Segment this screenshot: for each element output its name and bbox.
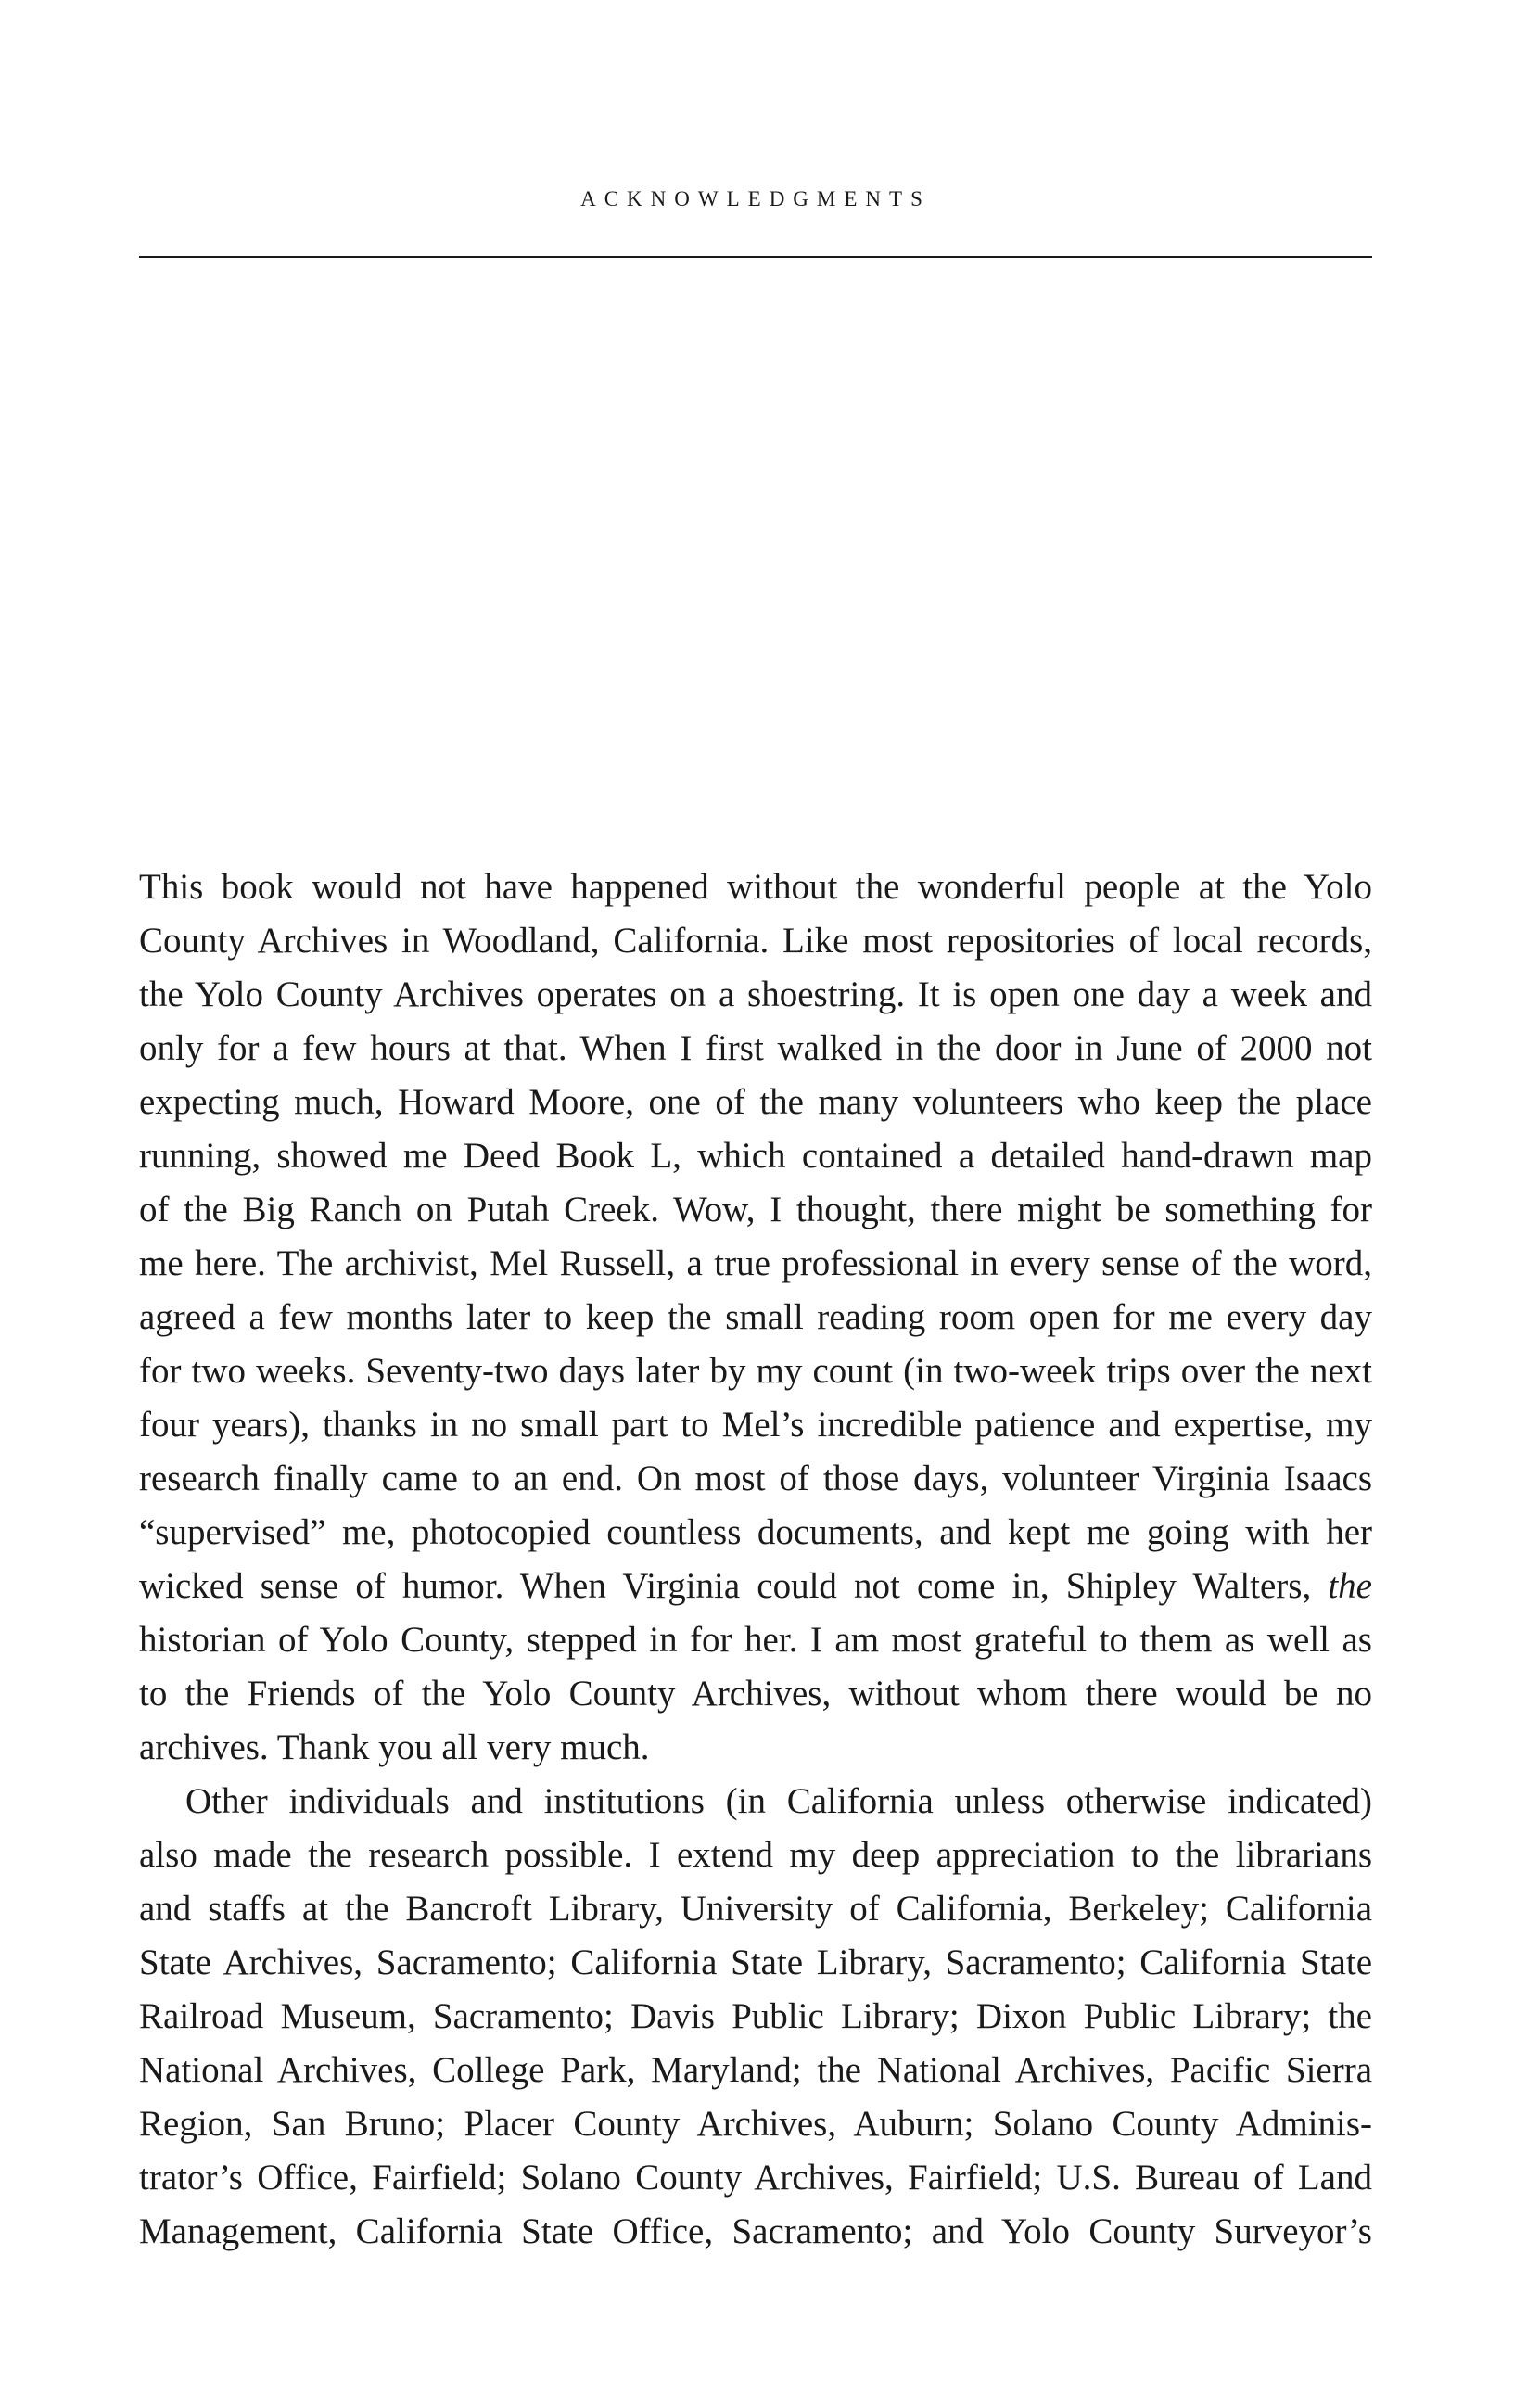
text-line: also made the research possible. I extend my deep appreciation to the librarians	[139, 1835, 1372, 1875]
text-line: me here. The archivist, Mel Russell, a true professional in every sense of the word,	[139, 1243, 1372, 1283]
text-line: This book would not have happened without the wonderful people at the Yolo	[139, 867, 1372, 907]
header-rule	[139, 256, 1372, 258]
text-line: running, showed me Deed Book L, which contained a detailed hand-drawn map	[139, 1136, 1372, 1176]
text-line: of the Big Ranch on Putah Creek. Wow, I thought, there might be something for	[139, 1190, 1372, 1229]
text-line: Other individuals and institutions (in California unless otherwise indicated)	[185, 1781, 1372, 1821]
text-line: State Archives, Sacramento; California State Library, Sacramento; California State	[139, 1943, 1372, 1982]
text-line: Region, San Bruno; Placer County Archives, Auburn; Solano County Adminis-	[139, 2104, 1372, 2144]
text-line-with-italic	[139, 1560, 1372, 1613]
text-line: Management, California State Office, Sacramento; and Yolo County Surveyor’s	[139, 2211, 1372, 2251]
running-head: ACKNOWLEDGMENTS	[580, 187, 931, 210]
paragraph-2	[139, 1775, 1372, 2259]
text-line: “supervised” me, photocopied countless documents, and kept me going with her	[139, 1512, 1372, 1552]
text-segment: wicked sense of humor. When Virginia could not come in, Shipley Walters,	[139, 1566, 1312, 1606]
text-line: for two weeks. Seventy-two days later by my count (in two-week trips over the next	[139, 1351, 1372, 1391]
italic-word: the	[1328, 1566, 1372, 1606]
text-line: National Archives, College Park, Maryland; the National Archives, Pacific Sierra	[139, 2050, 1372, 2090]
text-line: agreed a few months later to keep the small reading room open for me every day	[139, 1297, 1372, 1337]
text-line: trator’s Office, Fairfield; Solano County Archives, Fairfield; U.S. Bureau of Land	[139, 2158, 1372, 2198]
text-line: County Archives in Woodland, California. Like most repositories of local records,	[139, 921, 1372, 961]
body-text	[139, 860, 1372, 2259]
text-line: Railroad Museum, Sacramento; Davis Public Library; Dixon Public Library; the	[139, 1996, 1372, 2036]
text-line: research finally came to an end. On most of those days, volunteer Virginia Isaacs	[139, 1459, 1372, 1498]
paragraph-1	[139, 860, 1372, 1775]
text-line: four years), thanks in no small part to Mel’s incredible patience and expertise, my	[139, 1405, 1372, 1445]
text-line: expecting much, Howard Moore, one of the many volunteers who keep the place	[139, 1082, 1372, 1122]
text-line: historian of Yolo County, stepped in for her. I am most grateful to them as well as	[139, 1620, 1372, 1660]
text-line: and staffs at the Bancroft Library, University of California, Berkeley; California	[139, 1889, 1372, 1929]
text-line: only for a few hours at that. When I first walked in the door in June of 2000 not	[139, 1028, 1372, 1068]
text-line: archives. Thank you all very much.	[139, 1727, 650, 1767]
text-line: to the Friends of the Yolo County Archives, without whom there would be no	[139, 1674, 1372, 1714]
text-line: the Yolo County Archives operates on a shoestring. It is open one day a week and	[139, 975, 1372, 1014]
